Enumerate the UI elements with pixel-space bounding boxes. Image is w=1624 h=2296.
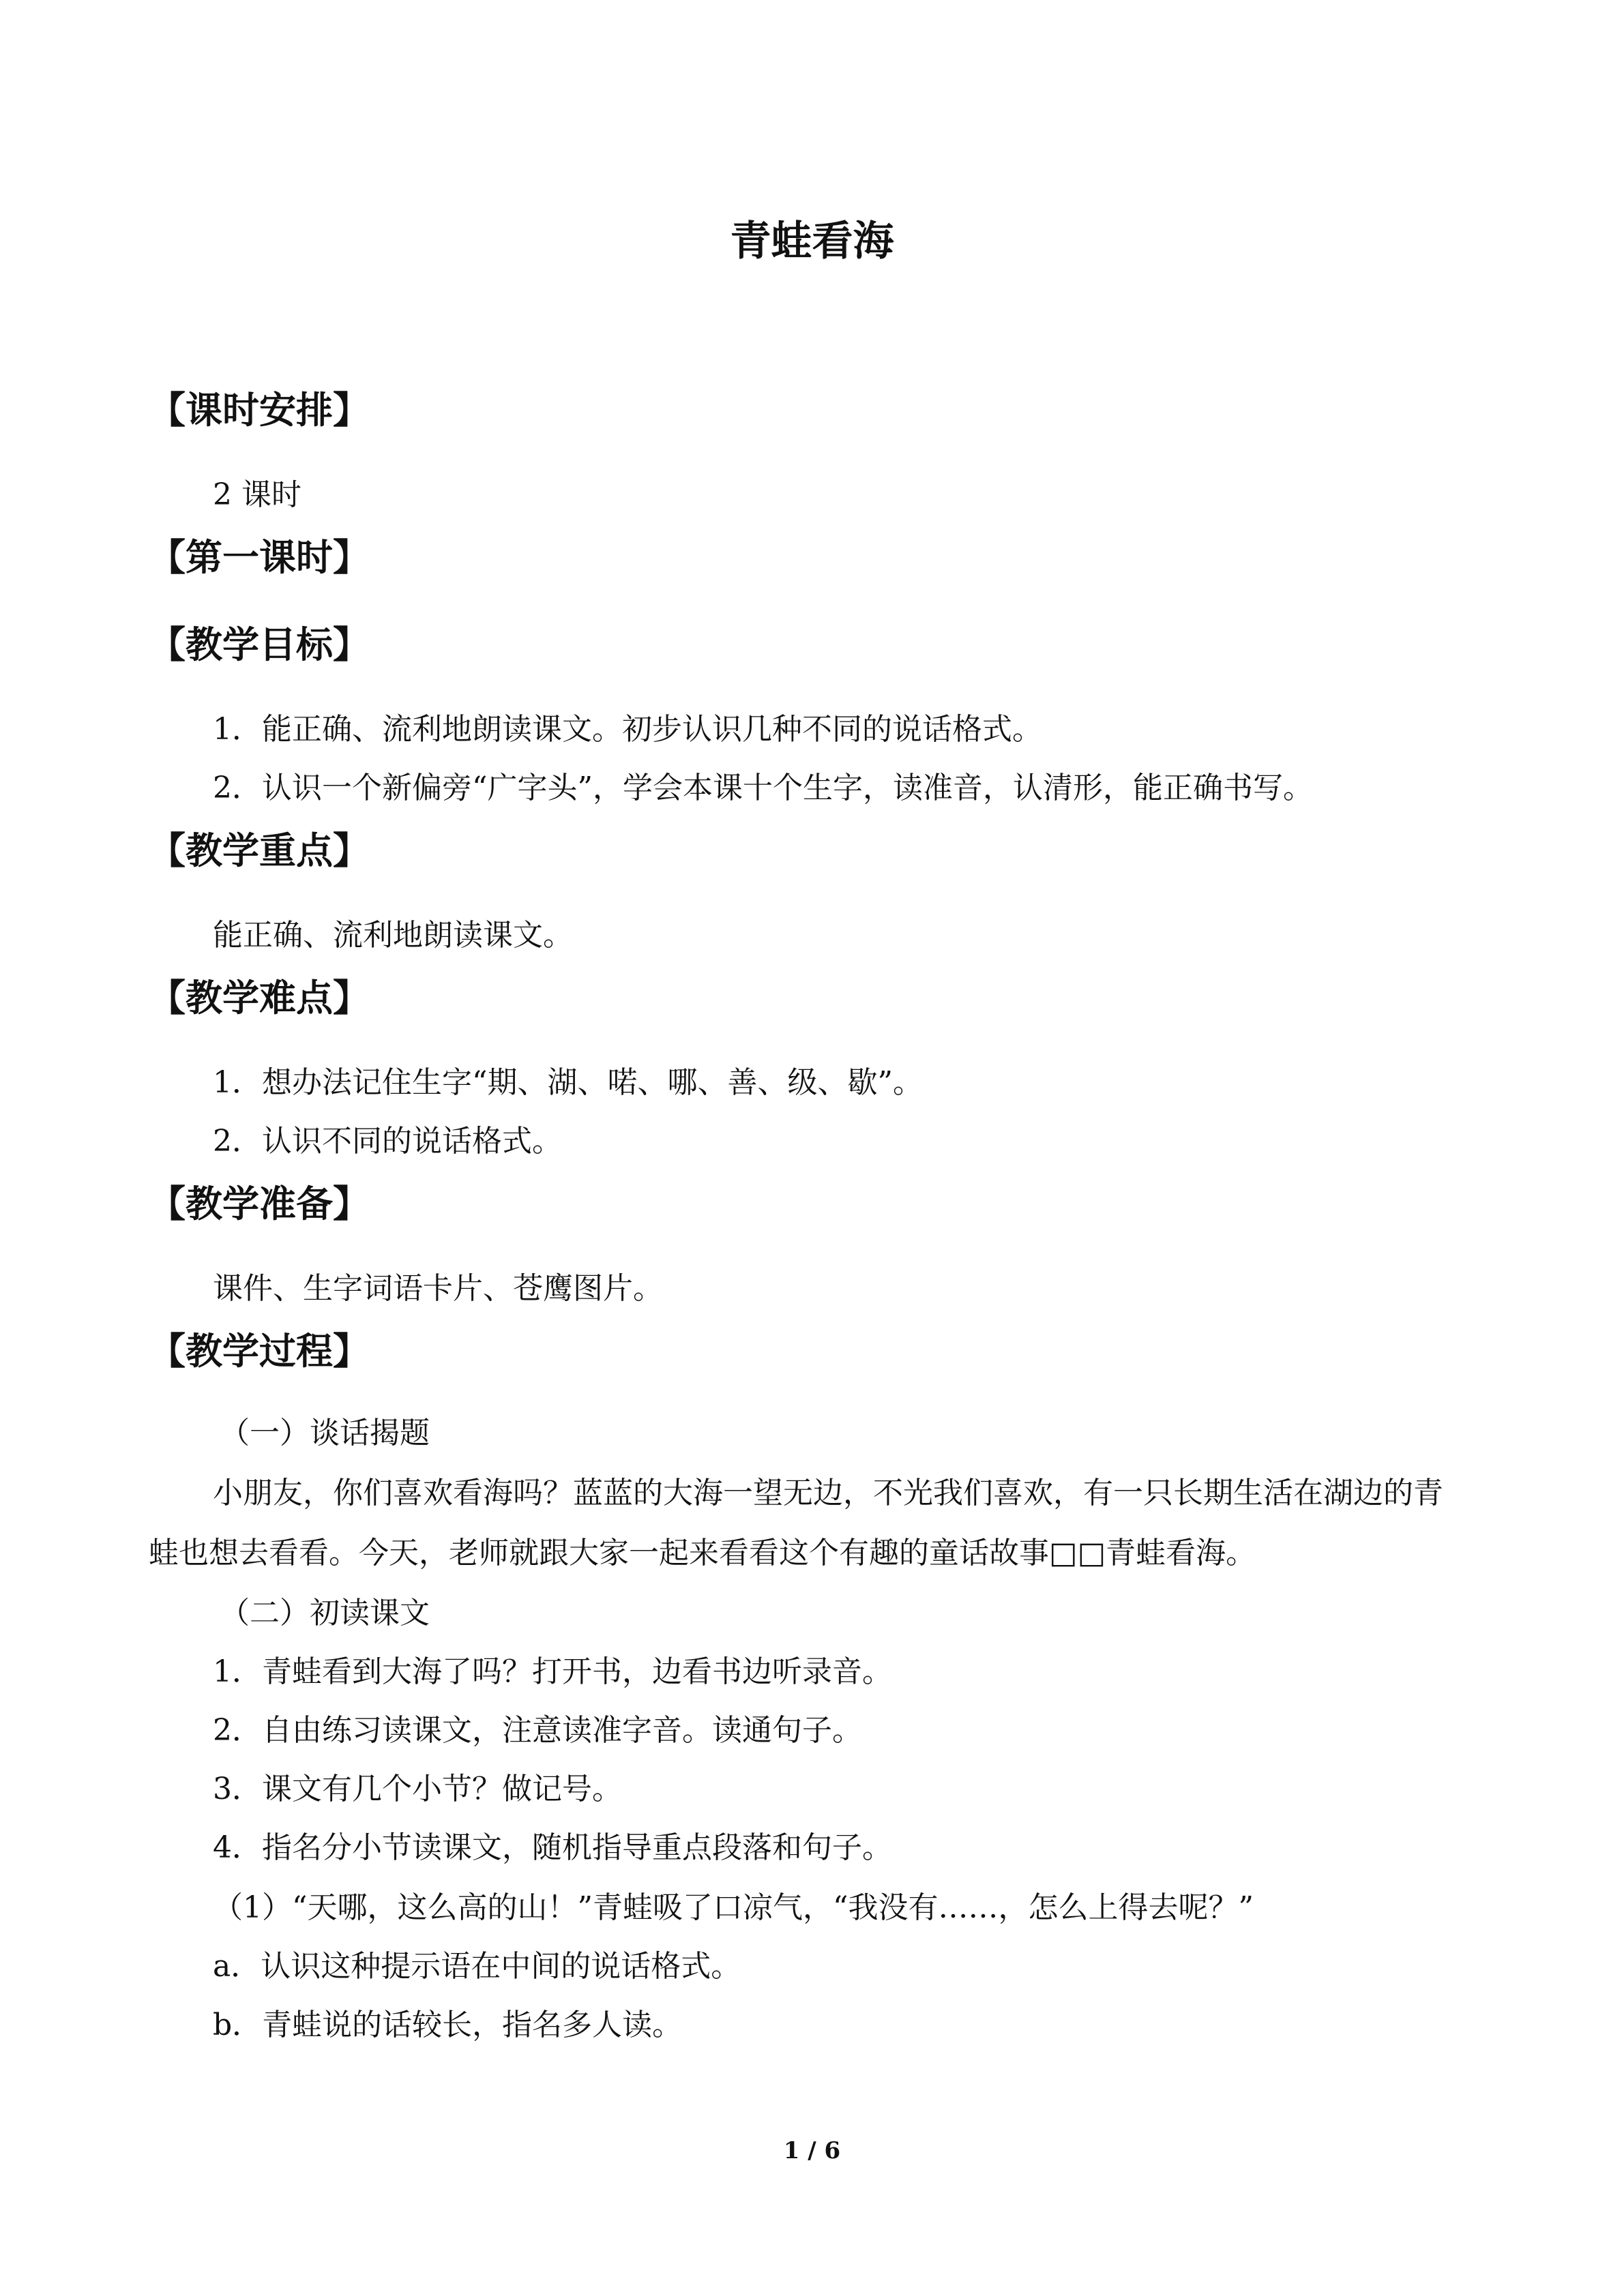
paragraph: 小朋友，你们喜欢看海吗？蓝蓝的大海一望无边，不光我们喜欢，有一只长期生活在湖边的青蛙也想去看看。今天，老师就跟大家一起来看看这个有趣的童话故事□□青蛙看海。 <box>149 1476 1443 1570</box>
section-heading-preparation: 【教学准备】 <box>149 1182 370 1225</box>
section-heading-schedule: 【课时安排】 <box>149 389 370 432</box>
list-item: 1．青蛙看到大海了吗？打开书，边看书边听录音。 <box>213 1654 892 1689</box>
paragraph: 课件、生字词语卡片、苍鹰图片。 <box>213 1271 663 1306</box>
section-heading-first-lesson: 【第一课时】 <box>149 536 370 579</box>
list-item: （1）“天哪，这么高的山！”青蛙吸了口凉气，“我没有……，怎么上得去呢？” <box>213 1890 1254 1925</box>
subheading: （二）初读课文 <box>220 1596 430 1630</box>
paragraph: 能正确、流利地朗读课文。 <box>213 918 573 953</box>
section-heading-process: 【教学过程】 <box>149 1330 370 1373</box>
subheading: （一）谈话揭题 <box>220 1416 430 1450</box>
page-title: 青蛙看海 <box>730 218 894 265</box>
list-item: 3．课文有几个小节？做记号。 <box>213 1772 622 1806</box>
list-item: 2．自由练习读课文，注意读准字音。读通句子。 <box>213 1713 862 1748</box>
page-number: 1 / 6 <box>783 2137 841 2164</box>
list-item: 2．认识不同的说话格式。 <box>213 1124 562 1159</box>
list-item: 4．指名分小节读课文，随机指导重点段落和句子。 <box>213 1830 892 1865</box>
list-item: a．认识这种提示语在中间的说话格式。 <box>213 1949 741 1984</box>
list-item: 1．想办法记住生字“期、湖、喏、哪、善、级、歇”。 <box>213 1065 923 1100</box>
list-item: 2．认识一个新偏旁“广字头”，学会本课十个生字，读准音，认清形，能正确书写。 <box>213 771 1313 805</box>
list-item: b．青蛙说的话较长，指名多人读。 <box>213 2008 683 2042</box>
section-heading-difficulties: 【教学难点】 <box>149 976 370 1019</box>
paragraph: 2 课时 <box>213 477 301 512</box>
section-heading-objectives: 【教学目标】 <box>149 623 370 666</box>
section-heading-key-points: 【教学重点】 <box>149 829 370 872</box>
list-item: 1．能正确、流利地朗读课文。初步认识几种不同的说话格式。 <box>213 712 1042 747</box>
